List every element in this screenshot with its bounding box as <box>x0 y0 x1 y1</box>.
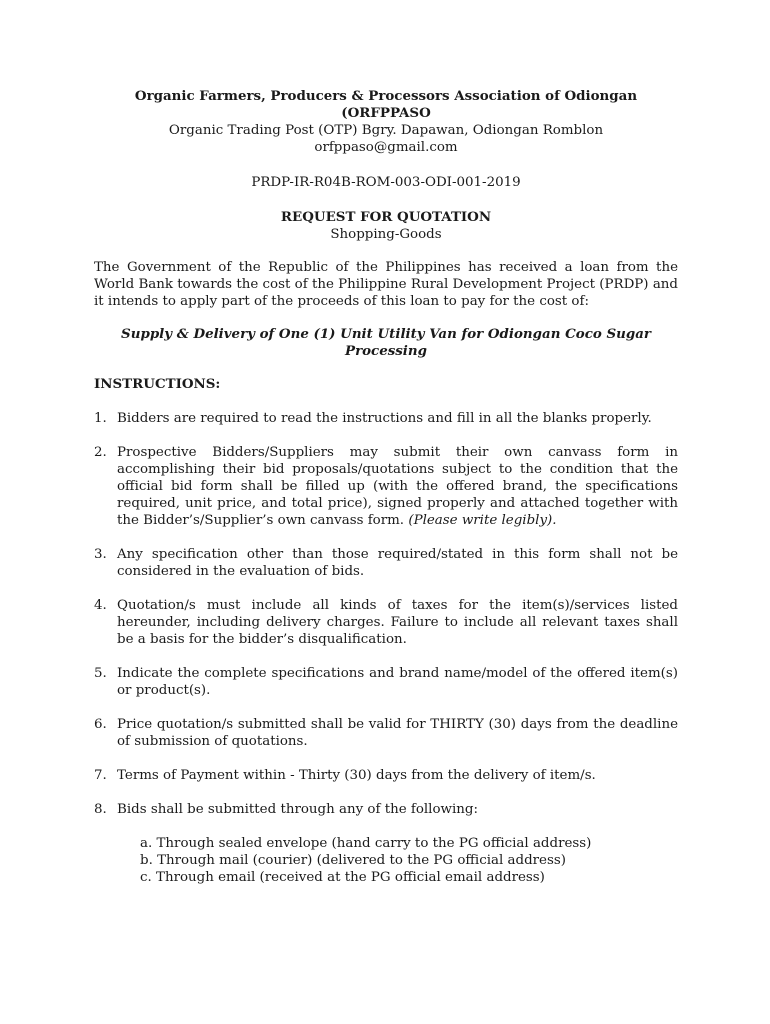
submission-options <box>94 835 678 886</box>
instruction-number: 4. <box>94 598 107 613</box>
instruction-text: Any specification other than those required/stated in this form shall not be considered in the evaluation of bids. <box>117 547 678 579</box>
document-subtitle: Shopping-Goods <box>330 227 442 242</box>
instruction-item <box>94 410 678 427</box>
reference-number: PRDP-IR-R04B-ROM-003-ODI-001-2019 <box>251 175 521 190</box>
instruction-number: 7. <box>94 768 107 783</box>
submission-option: b. Through mail (courier) (delivered to the PG official address) <box>140 853 566 868</box>
instruction-item <box>94 716 678 750</box>
instruction-item <box>94 444 678 529</box>
organization-name: Organic Farmers, Producers & Processors Association of Odiongan (ORFPPASO <box>134 88 638 121</box>
document-title: REQUEST FOR QUOTATION <box>280 209 492 225</box>
instruction-number: 5. <box>94 666 107 681</box>
instruction-number: 2. <box>94 445 107 460</box>
instruction-number: 1. <box>94 411 107 426</box>
instructions-heading: INSTRUCTIONS: <box>94 376 221 392</box>
instruction-text <box>117 444 678 529</box>
intro-paragraph: The Government of the Republic of the Philippines has received a loan from the World Bank towards the cost of the Philippine Rural Development Project (PRDP) and it intends to apply part of the proceeds of this loan to pay for the cost of: <box>94 260 678 309</box>
submission-option: c. Through email (received at the PG official email address) <box>140 870 545 885</box>
instruction-number: 3. <box>94 547 107 562</box>
instruction-item <box>94 597 678 648</box>
instruction-text: Indicate the complete specifications and brand name/model of the offered item(s) or product(s). <box>117 666 678 698</box>
project-title: Supply & Delivery of One (1) Unit Utility Van for Odiongan Coco Sugar Processing <box>121 326 651 359</box>
instruction-number: 6. <box>94 717 107 732</box>
instruction-text: Quotation/s must include all kinds of taxes for the item(s)/services listed hereunder, including delivery charges. Failure to include all relevant taxes shall be a basis for the bidder’s disqualification. <box>117 598 678 647</box>
submission-option: a. Through sealed envelope (hand carry to the PG official address) <box>140 836 592 851</box>
instruction-item <box>94 801 678 818</box>
organization-address: Organic Trading Post (OTP) Bgry. Dapawan, Odiongan Romblon <box>168 123 604 138</box>
instruction-item <box>94 767 678 784</box>
instruction-italic-note: (Please write legibly). <box>408 513 557 528</box>
instruction-text: Price quotation/s submitted shall be valid for THIRTY (30) days from the deadline of submission of quotations. <box>117 717 678 749</box>
instruction-body: Prospective Bidders/Suppliers may submit their own canvass form in accomplishing their bid proposals/quotations subject to the condition that the official bid form shall be filled up (with the offered brand, the specifications required, unit price, and total price), signed properly and attached together with the Bidder’s/Supplier’s own canvass form. <box>117 445 678 528</box>
document-page <box>94 88 678 886</box>
instruction-text: Terms of Payment within - Thirty (30) days from the delivery of item/s. <box>117 768 596 783</box>
instruction-text: Bidders are required to read the instructions and fill in all the blanks properly. <box>117 411 652 426</box>
organization-email: orfppaso@gmail.com <box>314 140 458 155</box>
instruction-number: 8. <box>94 802 107 817</box>
instruction-text: Bids shall be submitted through any of the following: <box>117 802 478 817</box>
instruction-item <box>94 546 678 580</box>
instructions-list <box>94 410 678 818</box>
instruction-item <box>94 665 678 699</box>
